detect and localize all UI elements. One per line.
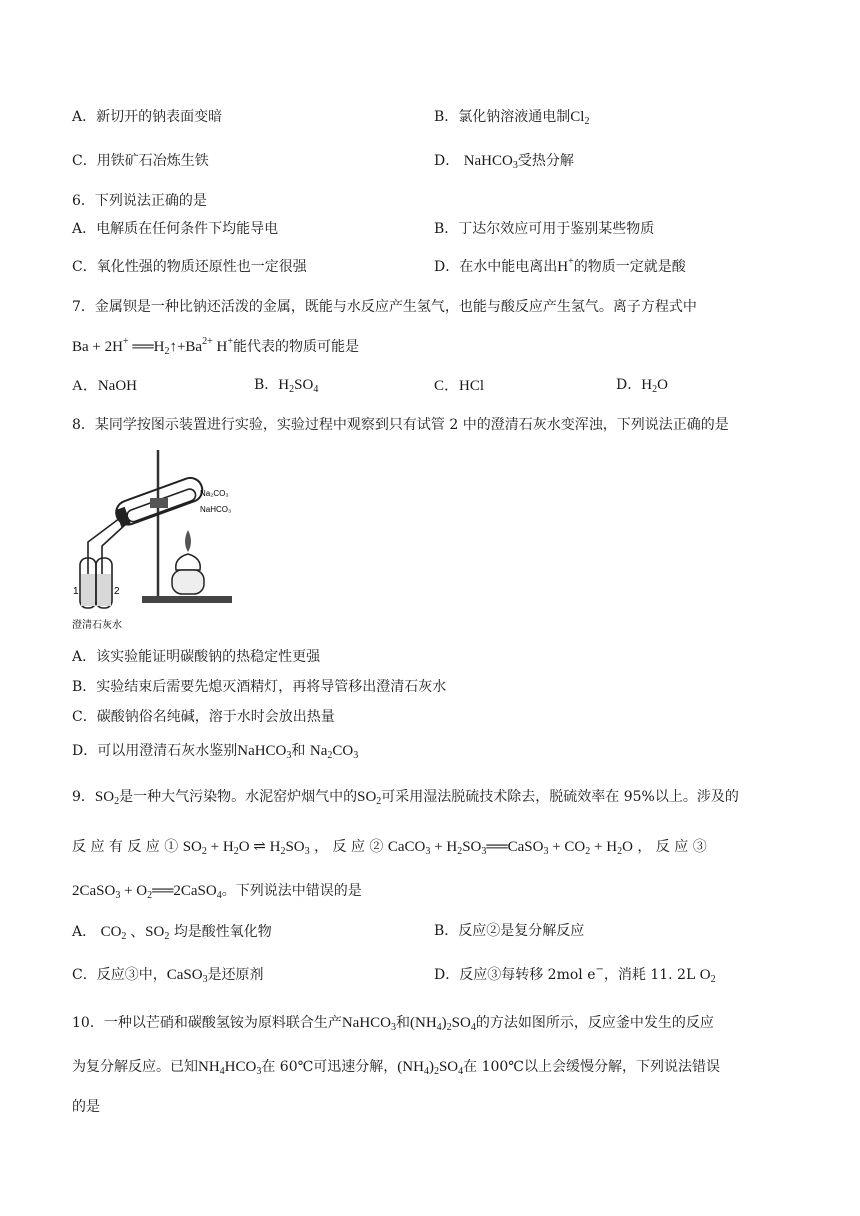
option-text: 受热分解 [517, 153, 574, 169]
q6-option-a[interactable]: A．电解质在任何条件下均能导电 [72, 221, 279, 237]
q9-row-cd [72, 964, 792, 988]
stand-base [142, 596, 232, 603]
q9-option-a[interactable] [72, 920, 272, 942]
q5-option-a[interactable] [72, 106, 222, 126]
formula-h-plus: H+ [557, 256, 574, 275]
stem-text: 为复分解反应。已知 [72, 1059, 198, 1075]
q9-line-3 [72, 880, 792, 901]
formula-co2-so2: $CO_2$ 、$SO_2$ [100, 924, 170, 942]
option-label: B． [434, 109, 459, 125]
tube-number-2: 2 [114, 586, 120, 597]
stem-text: 的方法如图所示，反应釜中发生的反应 [475, 1015, 714, 1031]
q10-line-3: 的是 [72, 1099, 100, 1115]
stem-text: 和 [396, 1015, 410, 1031]
stem-text: ， 反 应 ② [314, 839, 384, 855]
option-text: C．反应③中， [72, 967, 167, 983]
formula-cl2: $Cl_2$ [570, 109, 590, 127]
apparatus-figure [72, 446, 252, 636]
alcohol-lamp-icon [176, 554, 201, 570]
flame-icon [185, 530, 191, 552]
q5-option-b[interactable] [434, 106, 589, 127]
ionic-equation: Ba + 2H+ $══H_2↑+Ba^{2+}$ H+ [72, 336, 233, 357]
q10-line-2 [72, 1056, 792, 1077]
clamp [150, 498, 168, 508]
q8-option-a[interactable]: A．该实验能证明碳酸钠的热稳定性更强 [72, 649, 321, 665]
formula-nh4-2so4: $(NH_4)_2SO_4$ [397, 1059, 464, 1077]
q6-row-cd [72, 256, 792, 280]
option-label: B． [254, 377, 279, 393]
option-label: A． [72, 109, 97, 125]
q6-option-d[interactable] [434, 256, 686, 276]
stem-text: 反 应 有 反 应 ① [72, 839, 179, 855]
option-label: C． [72, 153, 97, 169]
q7-options [72, 374, 792, 398]
q8-option-d[interactable] [72, 740, 792, 761]
q6-row-ab [72, 218, 792, 242]
q5-option-c[interactable] [72, 150, 209, 170]
option-text: 的物质一定就是酸 [573, 259, 686, 275]
reaction-1: $SO_2 + H_2O$ ⇌ $H_2SO_3$ [182, 839, 310, 857]
q5-row-cd [72, 150, 792, 174]
formula-so2: $SO_2$ [357, 789, 382, 807]
reaction-3: 2CaSO$_3$ + $O_2══2CaSO_4$ [72, 883, 222, 901]
option-text: D．在水中能电离出 [434, 259, 558, 275]
q9-row-ab [72, 920, 792, 944]
q9-line-1 [72, 786, 792, 807]
stem-text: 可采用湿法脱硫技术除去，脱硫效率在 95%以上。涉及的 [381, 789, 739, 805]
formula-caso3: CaSO$_3$ [166, 967, 208, 985]
option-text: 新切开的钠表面变暗 [96, 109, 223, 125]
q9-option-d[interactable]: D．反应③每转移 2mol e−，消耗 11. 2L $O_2$ [434, 964, 716, 985]
option-text: 是还原剂 [207, 967, 264, 983]
stem-text: 。下列说法中错误的是 [221, 883, 362, 899]
q7-equation-line [72, 336, 792, 357]
q7-stem: 7．金属钡是一种比钠还活泼的金属，既能与水反应产生氢气，也能与酸反应产生氢气。离子方程式中 [72, 299, 697, 315]
q8-stem: 8．某同学按图示装置进行实验，实验过程中观察到只有试管 2 中的澄清石灰水变浑浊，下列说法正确的是 [72, 417, 729, 433]
stem-text: 在 100℃以上会缓慢分解，下列说法错误 [463, 1059, 720, 1075]
option-text: ，消耗 11. 2L [603, 967, 696, 983]
formula-h2so4: $H_2SO_4$ [278, 377, 319, 395]
q5-option-d[interactable] [434, 150, 574, 171]
q7-stem-tail: 能代表的物质可能是 [232, 339, 359, 355]
option-text: D．可以用澄清石灰水鉴别 [72, 743, 238, 759]
option-text: 和 [291, 743, 306, 759]
formula-nh4hco3: $NH_4HCO_3$ [198, 1059, 262, 1077]
q6-option-b[interactable]: B．丁达尔效应可用于鉴别某些物质 [434, 221, 655, 237]
formula-h2o: $H_2O$ [641, 377, 668, 395]
option-text: 用铁矿石冶炼生铁 [96, 153, 209, 169]
formula-nh4-2so4: $(NH_4)_2SO_4$ [410, 1015, 476, 1033]
q7-option-b[interactable] [254, 374, 318, 395]
q7-option-c[interactable]: C．HCl [434, 378, 485, 394]
figure-caption: 澄清石灰水 [72, 620, 122, 631]
question-number: 9． [72, 789, 95, 805]
stem-text: 是一种大气污染物。水泥窑炉烟气中的 [119, 789, 358, 805]
q7-option-a[interactable]: A．NaOH [72, 378, 137, 394]
formula-na2co3: $Na_2CO_3$ [309, 743, 359, 761]
option-text: 氯化钠溶液通电制 [458, 109, 571, 125]
formula-nahco3: NaHCO$_3$ [237, 743, 292, 761]
option-text: 均是酸性氧化物 [173, 924, 272, 940]
q6-option-c[interactable]: C．氧化性强的物质还原性也一定很强 [72, 259, 307, 275]
stem-text: ， 反 应 ③ [637, 839, 707, 855]
stem-text: 10．一种以芒硝和碳酸氢铵为原料联合生产 [72, 1015, 342, 1031]
option-label: A． [72, 924, 97, 940]
limewater-2 [97, 574, 111, 606]
q7-option-d[interactable] [616, 374, 668, 395]
q9-option-b[interactable]: B．反应②是复分解反应 [434, 923, 585, 939]
lamp-body [172, 570, 204, 594]
figure-label-na2co3: Na₂CO₃ [200, 489, 229, 498]
q6-stem: 6．下列说法正确的是 [72, 193, 207, 209]
q9-line-2 [72, 836, 792, 857]
q8-option-c[interactable]: C．碳酸钠俗名纯碱，溶于水时会放出热量 [72, 709, 335, 725]
figure-label-nahco3: NaHCO₃ [200, 505, 232, 514]
q5-row-ab [72, 106, 792, 130]
q8-option-b[interactable]: B．实验结束后需要先熄灭酒精灯，再将导管移出澄清石灰水 [72, 679, 447, 695]
stem-text: 在 60℃可迅速分解， [261, 1059, 398, 1075]
option-text: D．反应③每转移 2mol e [434, 967, 596, 983]
formula-nahco3: NaHCO$_3$ [463, 153, 518, 171]
formula-nahco3: NaHCO$_3$ [341, 1015, 396, 1033]
limewater-1 [81, 574, 95, 606]
q10-line-1 [72, 1012, 792, 1033]
option-label: D． [616, 377, 642, 393]
tube-number-1: 1 [73, 586, 79, 597]
reaction-2: CaCO$_3$ + $H_2SO_3══CaSO_3 + CO_2 + H_2O$ [387, 839, 633, 857]
option-label: D． [434, 153, 460, 169]
formula-so2: $SO_2$ [94, 789, 120, 807]
formula-o2: $O_2$ [699, 967, 716, 985]
q9-option-c[interactable] [72, 964, 264, 985]
